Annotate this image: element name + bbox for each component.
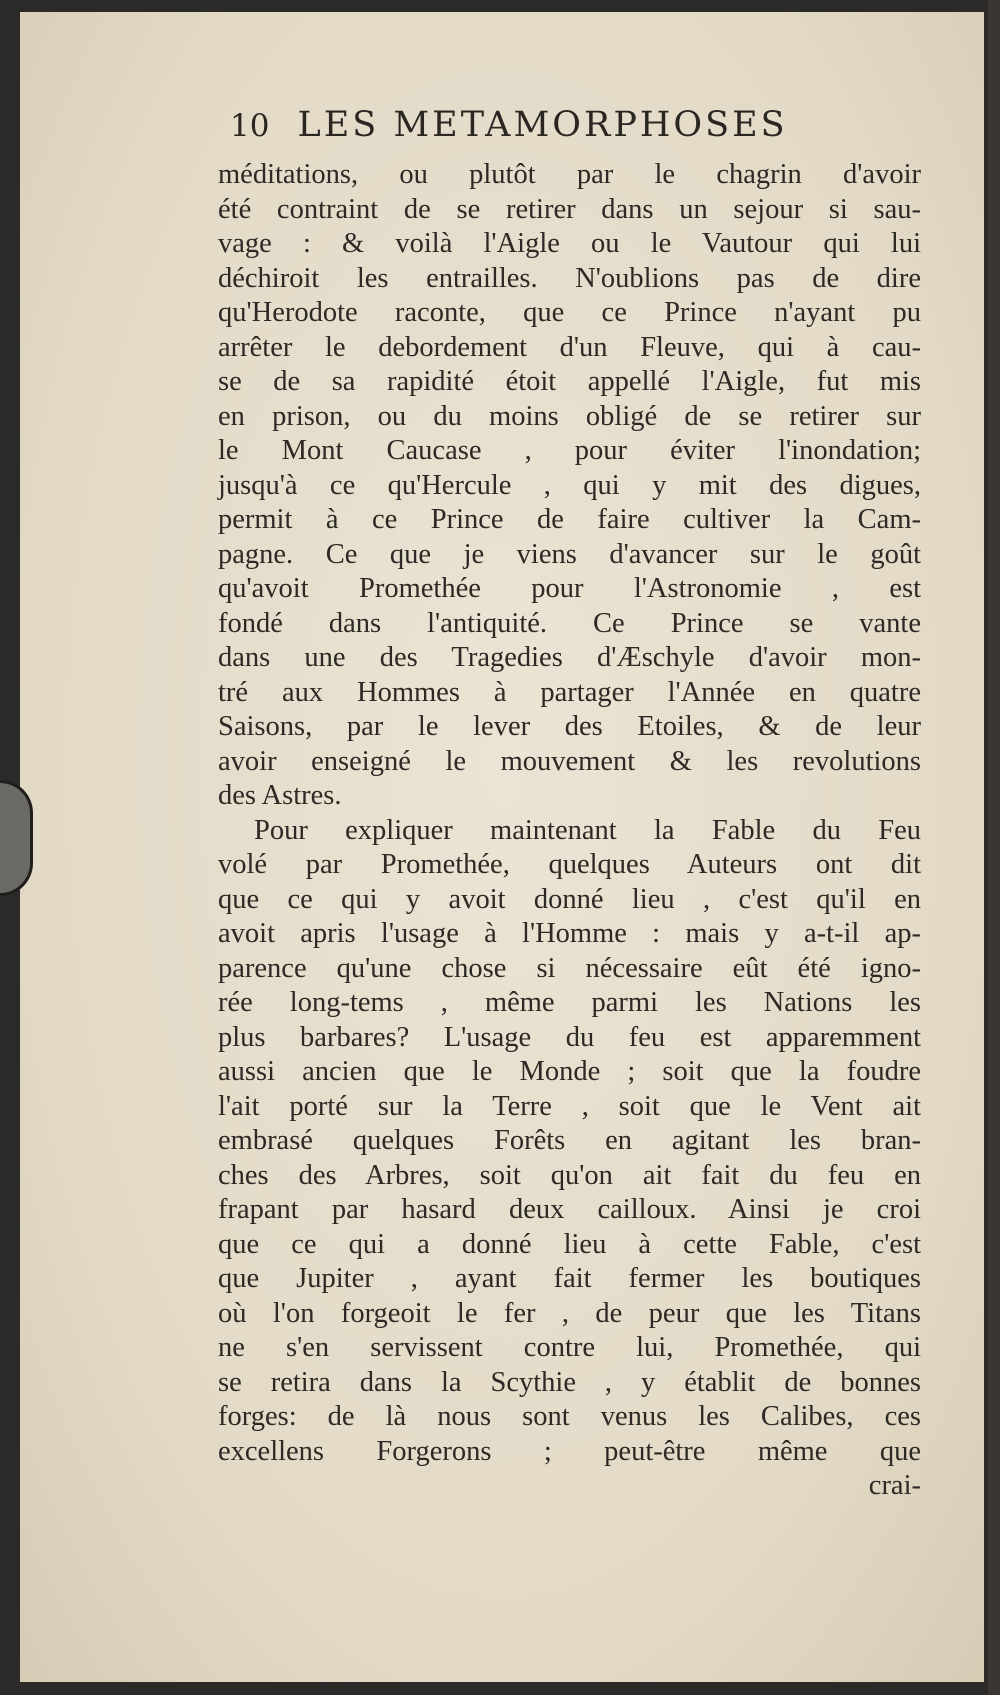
text-line: été contraint de se retirer dans un sejour si sau- [218,193,921,225]
text-line: qu'avoit Promethée pour l'Astronomie , est [218,573,921,604]
text-line: volé par Promethée, quelques Auteurs ont dit [218,849,921,880]
text-line: le Mont Caucase , pour éviter l'inondation; [218,435,921,466]
text-line: où l'on forgeoit le fer , de peur que les Titans [218,1297,921,1329]
text-line: vage : & voilà l'Aigle ou le Vautour qui lui [218,228,921,259]
text-line: déchiroit les entrailles. N'oublions pas de dire [218,262,921,294]
text-line: pagne. Ce que je viens d'avancer sur le goût [218,538,921,570]
page-number: 10 [230,108,270,144]
text-line: jusqu'à ce qu'Hercule , qui y mit des digues, [218,469,921,501]
text-line: se retira dans la Scythie , y établit de bonnes [218,1366,921,1398]
text-line: que ce qui y avoit donné lieu , c'est qu'il en [218,883,921,915]
body-text [218,158,921,1504]
text-line: l'ait porté sur la Terre , soit que le Vent ait [218,1090,921,1122]
text-line: aussi ancien que le Monde ; soit que la foudre [218,1056,921,1087]
text-line: tré aux Hommes à partager l'Année en quatre [218,676,921,708]
text-line: avoit apris l'usage à l'Homme : mais y a-t-il ap- [218,918,921,949]
text-line: que ce qui a donné lieu à cette Fable, c'est [218,1228,921,1260]
text-line: en prison, ou du moins obligé de se retirer sur [218,400,921,432]
text-line: parence qu'une chose si nécessaire eût été igno- [218,952,921,984]
text-line: rée long-tems , même parmi les Nations les [218,987,921,1018]
text-line: embrasé quelques Forêts en agitant les bran- [218,1125,921,1156]
text-line: permit à ce Prince de faire cultiver la Cam- [218,504,921,535]
catchword: crai- [868,1470,921,1501]
text-line: ne s'en servissent contre lui, Promethée, qui [218,1332,921,1363]
text-line: frapant par hasard deux cailloux. Ainsi je croi [218,1194,921,1225]
page-header [230,105,860,145]
text-line: méditations, ou plutôt par le chagrin d'avoir [218,159,921,190]
text-line: se de sa rapidité étoit appellé l'Aigle, fut mis [218,366,921,397]
text-line: ches des Arbres, soit qu'on ait fait du feu en [218,1159,921,1191]
text-line: Pour expliquer maintenant la Fable du Feu [254,814,921,846]
text-line: qu'Herodote raconte, que ce Prince n'ayant pu [218,297,921,328]
text-line: des Astres. [218,780,342,811]
page-clip [0,780,33,896]
text-line: arrêter le debordement d'un Fleuve, qui à cau- [218,331,921,363]
running-title: LES METAMORPHOSES [297,105,788,145]
text-line: excellens Forgerons ; peut-être même que [218,1435,921,1467]
text-line: plus barbares? L'usage du feu est apparemment [218,1021,921,1053]
text-line: dans une des Tragedies d'Æschyle d'avoir mon- [218,642,921,673]
text-line: Saisons, par le lever des Etoiles, & de leur [218,711,921,742]
text-line: forges: de là nous sont venus les Calibes, ces [218,1401,921,1432]
page-edge [988,0,1000,1695]
text-line: fondé dans l'antiquité. Ce Prince se vante [218,607,921,639]
text-line: avoir enseigné le mouvement & les revolutions [218,745,921,777]
text-line: que Jupiter , ayant fait fermer les boutiques [218,1263,921,1294]
